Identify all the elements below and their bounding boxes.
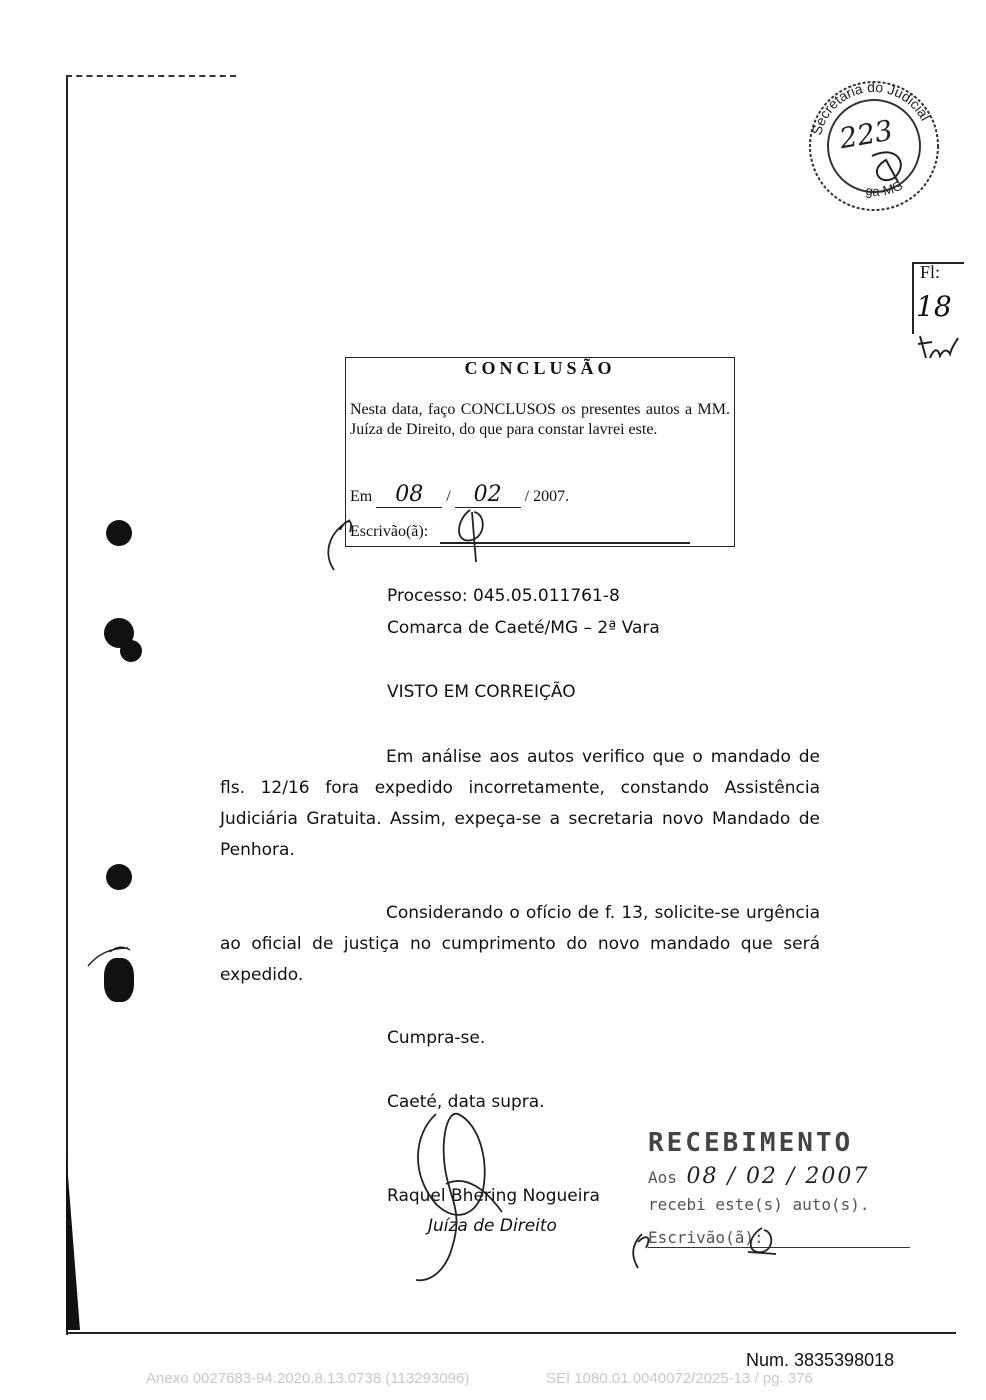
punch-hole <box>106 520 132 546</box>
clerk-signature <box>320 500 500 580</box>
seal-handwritten-number: 223 <box>836 113 896 156</box>
court-seal <box>806 78 942 214</box>
seal-text-bottom: ga-MG <box>864 177 906 199</box>
place-date: Caeté, data supra. <box>387 1092 545 1112</box>
receipt-signature <box>628 1222 788 1272</box>
folio-number: 18 <box>916 290 952 323</box>
folio-initials <box>916 330 960 364</box>
sei-reference: SEI 1080.01.0040072/2025-13 / pg. 376 <box>546 1370 813 1387</box>
conclusion-date-prefix: Em <box>350 488 373 505</box>
conclusion-month: 02 <box>455 482 521 508</box>
page-edge-shadow <box>66 1150 80 1330</box>
paragraph-1: Em análise aos autos verifico que o mandado de fls. 12/16 fora expedido incorretamente, constando Assistência Judiciária Gratuita. Assim, expeça-se a secretaria novo Mandado de Penhora. <box>220 747 820 860</box>
folio-label: Fl: <box>920 262 941 282</box>
document-heading: VISTO EM CORREIÇÃO <box>387 682 576 702</box>
conclusion-clerk-label: Escrivão(ã): <box>350 523 429 540</box>
pen-mark <box>84 942 134 972</box>
punch-hole <box>120 640 142 662</box>
receipt-date: 08 / 02 / 2007 <box>686 1164 870 1189</box>
signer-name: Raquel Bhering Nogueira <box>387 1186 600 1206</box>
receipt-text: recebi este(s) auto(s). <box>648 1195 870 1214</box>
closing-text: Cumpra-se. <box>387 1028 486 1048</box>
page-bottom-border <box>66 1332 956 1334</box>
document-number: Num. 3835398018 <box>746 1350 895 1370</box>
signer-title: Juíza de Direito <box>428 1216 557 1236</box>
seal-text-top: Secretaria do Judicial <box>808 78 934 137</box>
receipt-date-line <box>648 1164 918 1189</box>
receipt-title: RECEBIMENTO <box>648 1128 854 1158</box>
process-number: Processo: 045.05.011761-8 <box>387 586 620 606</box>
page-left-border <box>66 75 68 1335</box>
judge-signature <box>406 1104 516 1284</box>
conclusion-year: / 2007. <box>524 488 570 505</box>
conclusion-date: Em 08 / 02 / 2007. <box>350 482 570 507</box>
page-top-border <box>66 75 236 77</box>
receipt-date-prefix: Aos <box>648 1168 677 1187</box>
conclusion-title: CONCLUSÃO <box>464 358 616 378</box>
receipt-clerk-label: Escrivão(ã): <box>648 1228 764 1247</box>
court-name: Comarca de Caeté/MG – 2ª Vara <box>387 618 660 638</box>
conclusion-day: 08 <box>376 482 442 508</box>
paragraph-2: Considerando o ofício de f. 13, solicite-se urgência ao oficial de justiça no cumprimento do novo mandado que será expedido. <box>220 903 820 985</box>
punch-hole <box>106 864 132 890</box>
annex-reference: Anexo 0027683-94.2020.8.13.0738 (113293096) <box>146 1370 470 1387</box>
conclusion-text: Nesta data, faço CONCLUSOS os presentes autos a MM. Juíza de Direito, do que para constar lavrei este. <box>350 401 730 438</box>
